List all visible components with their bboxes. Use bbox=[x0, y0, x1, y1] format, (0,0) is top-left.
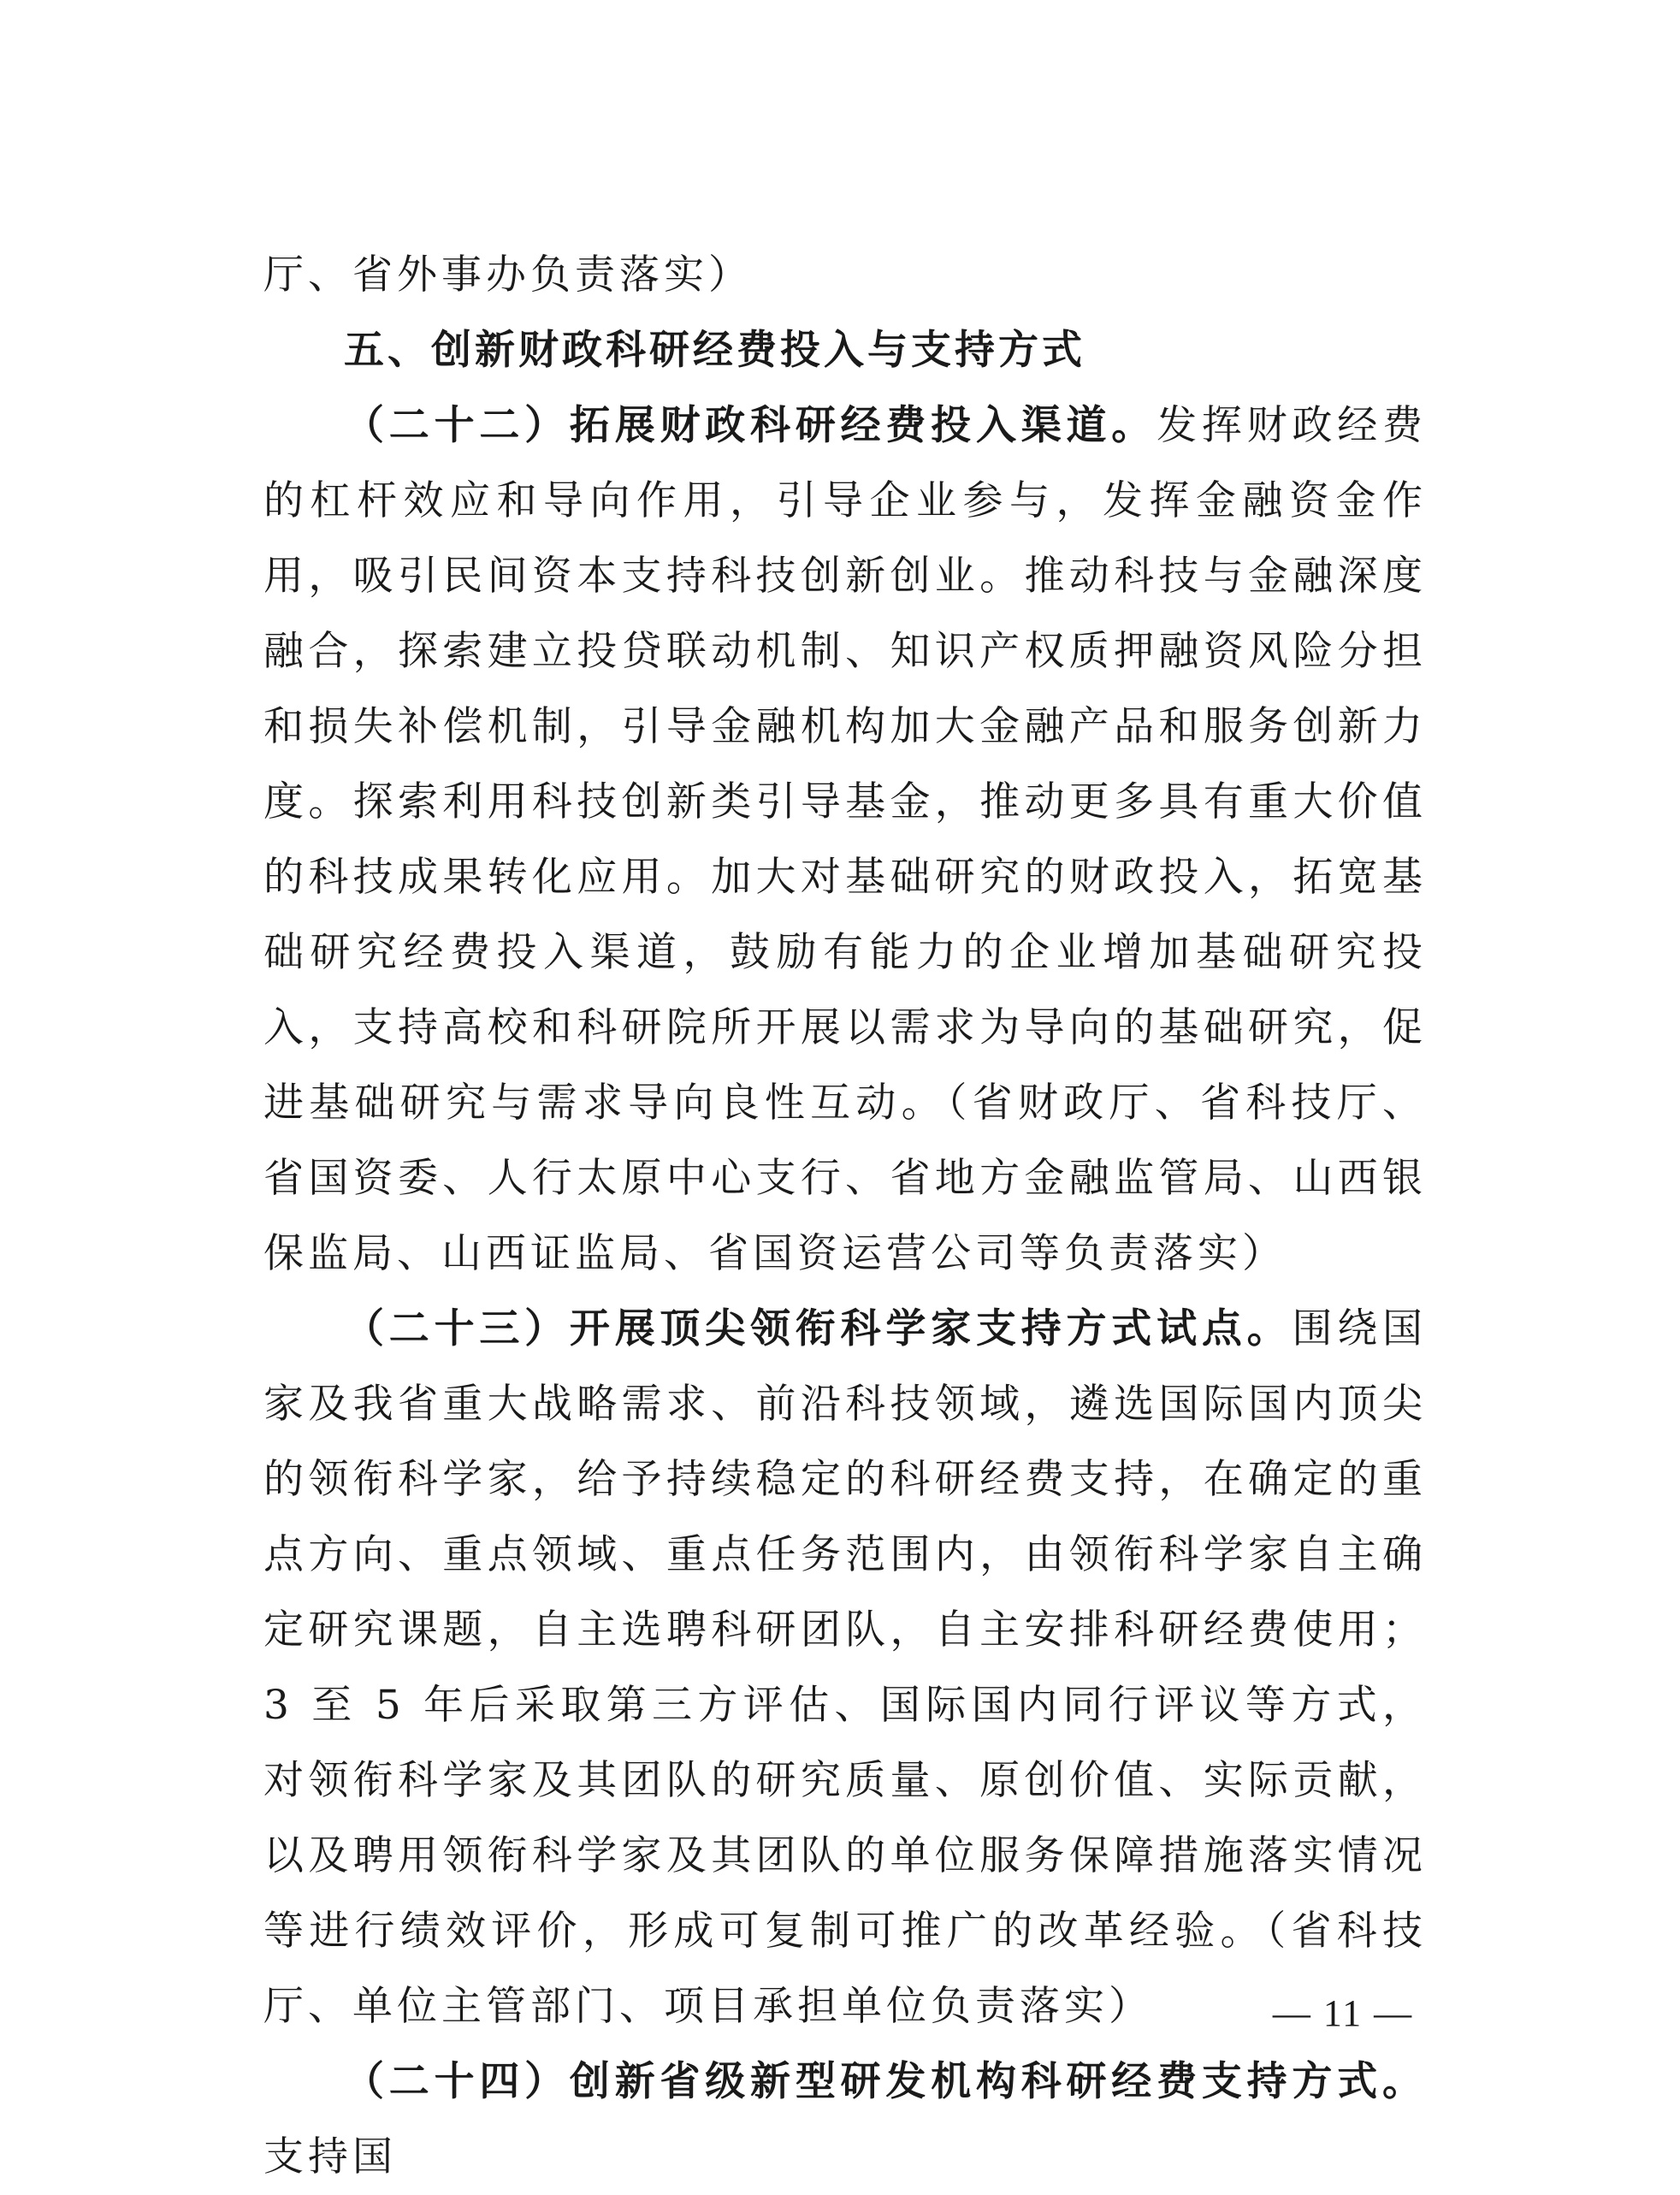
paragraph-lead: （二十三）开展顶尖领衔科学家支持方式试点。 bbox=[344, 1305, 1293, 1352]
paragraph-22 bbox=[263, 388, 1427, 1292]
paragraph-lead: （二十四）创新省级新型研发机构科研经费支持方式。 bbox=[344, 2058, 1427, 2105]
paragraph-body: 围绕国家及我省重大战略需求、前沿科技领域，遴选国际国内顶尖的领衔科学家，给予持续稳定的科研经费支持，在确定的重点方向、重点领域、重点任务范围内，由领衔科学家自主确定研究课题，自主选聘科研团队，自主安排科研经费使用；3 至 5 年后采取第三方评估、国际国内同行评议等方式，对领衔科学家及其团队的研究质量、原创价值、实际贡献，以及聘用领衔科学家及其团队的单位服务保障措施落实情况等进行绩效评价，形成可复制可推广的改革经验。（省科技厅、单位主管部门、项目承担单位负责落实） bbox=[263, 1305, 1428, 2030]
document-body bbox=[263, 238, 1427, 2195]
paragraph-24 bbox=[263, 2044, 1427, 2195]
carryover-text bbox=[263, 238, 1427, 313]
carryover-line: 厅、省外事办负责落实） bbox=[263, 251, 753, 299]
paragraph-23 bbox=[263, 1292, 1427, 2044]
paragraph-body: 发挥财政经费的杠杆效应和导向作用，引导企业参与，发挥金融资金作用，吸引民间资本支持科技创新创业。推动科技与金融深度融合，探索建立投贷联动机制、知识产权质押融资风险分担和损失补偿机制，引导金融机构加大金融产品和服务创新力度。探索利用科技创新类引导基金，推动更多具有重大价值的科技成果转化应用。加大对基础研究的财政投入，拓宽基础研究经费投入渠道，鼓励有能力的企业增加基础研究投入，支持高校和科研院所开展以需求为导向的基础研究，促进基础研究与需求导向良性互动。（省财政厅、省科技厅、省国资委、人行太原中心支行、省地方金融监管局、山西银保监局、山西证监局、省国资运营公司等负责落实） bbox=[263, 402, 1428, 1277]
paragraph-body: 支持国 bbox=[263, 2133, 397, 2180]
page-number: — 11 — bbox=[1272, 1992, 1414, 2034]
paragraph-lead: （二十二）拓展财政科研经费投入渠道。 bbox=[344, 402, 1157, 449]
section-heading: 五、创新财政科研经费投入与支持方式 bbox=[344, 327, 1085, 374]
